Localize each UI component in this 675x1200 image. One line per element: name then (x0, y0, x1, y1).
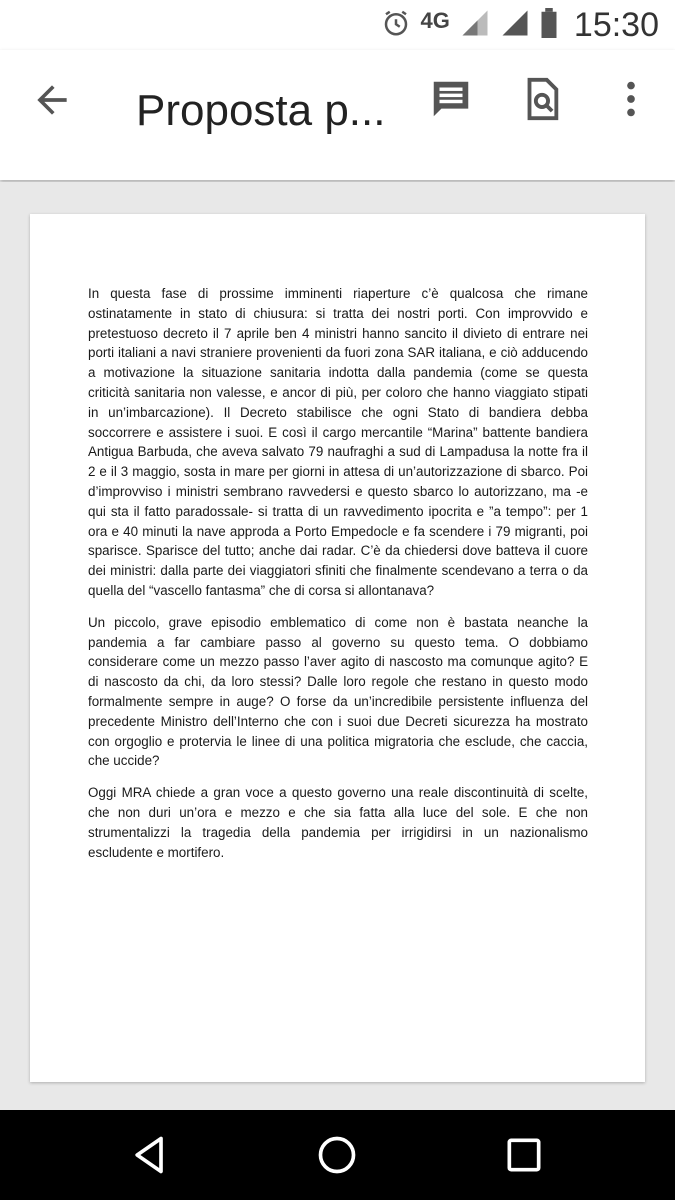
comment-icon[interactable] (428, 76, 474, 122)
more-vert-icon[interactable] (608, 76, 654, 122)
network-type: 4G (420, 8, 450, 33)
paragraph: Oggi MRA chiede a gran voce a questo governo una reale discontinuità di scelte, che non duri un’ora e mezzo e che sia fatta alla luce del sole. E che non strumentalizzi la tragedia della pandemia per irrigidirsi in un nazionalismo escludente e mortifero. (88, 785, 588, 860)
clock: 15:30 (573, 5, 659, 44)
document-text (88, 284, 588, 874)
paragraph: In questa fase di prossime imminenti riaperture c’è qualcosa che rimane ostinatamente in stato di chiusura: si tratta dei nostri porti. Con improvvido e pretestuoso decreto il 7 aprile ben 4 ministri hanno sancito il divieto di entrare nei porti italiani a navi straniere provenienti da fuori zona SAR italiana, e ciò adducendo a motivazione la situazione sanitaria indotta dalla pandemia (come se questa criticità sanitaria non valesse, e ancor di più, per coloro che hanno viaggiato stipati in un’imbarcazione). Il Decreto stabilisce che ogni Stato di bandiera debba soccorrere e assistere i suoi. E così il cargo mercantile “Marina” battente bandiera Antigua Barbuda, che aveva salvato 79 naufraghi a sud di Lampadusa la notte fra il 2 e il 3 maggio, sosta in mare per giorni in attesa di un’autorizzazione di sbarco. Poi d’improvviso i ministri sembrano ravvedersi e questo sbarco lo autorizzano, ma -e qui sta il fatto paradossale- si tratta di un ravvedimento ipocrita e ”a tempo”: per 1 ora e 40 minuti la nave approda a Porto Empedocle e fa scendere i 79 migranti, poi sparisce. Sparisce del tutto; anche dai radar. C’è da chiedersi dove batteva il cuore dei ministri: dalla parte dei viaggiatori sfiniti che finalmente scendevano a terra o da quella del “vascello fantasma” che di corsa si allontanava? (88, 286, 588, 598)
document-page[interactable] (30, 214, 645, 1082)
nav-home-icon[interactable] (315, 1133, 359, 1177)
signal-icon (500, 8, 530, 43)
paragraph: Un piccolo, grave episodio emblematico di come non è bastata neanche la pandemia a far cambiare passo al governo su questo tema. O dobbiamo considerare come un mezzo passo l’aver agito di nascosto ma comunque agito? E di nascosto da chi, da loro stessi? Dalle loro regole che restano in questo modo formalmente sempre in auge? O forse da un’incredibile persistente influenza del precedente Ministro dell’Interno che con i suoi due Decreti sicurezza ha mostrato con orgoglio e protervia le linee di una politica migratoria che esclude, che caccia, che uccide? (88, 614, 588, 769)
nav-recents-icon[interactable] (502, 1133, 546, 1177)
find-in-page-icon[interactable] (518, 76, 564, 122)
status-bar (0, 0, 675, 50)
app-bar (0, 50, 675, 180)
back-arrow-icon[interactable] (30, 78, 74, 122)
navigation-bar (0, 1110, 675, 1200)
document-viewer[interactable] (0, 182, 675, 1110)
signal-icon (460, 8, 490, 43)
nav-back-icon[interactable] (128, 1133, 172, 1177)
alarm-icon (381, 8, 411, 43)
document-title: Proposta p... (136, 86, 386, 135)
battery-icon (540, 8, 558, 43)
